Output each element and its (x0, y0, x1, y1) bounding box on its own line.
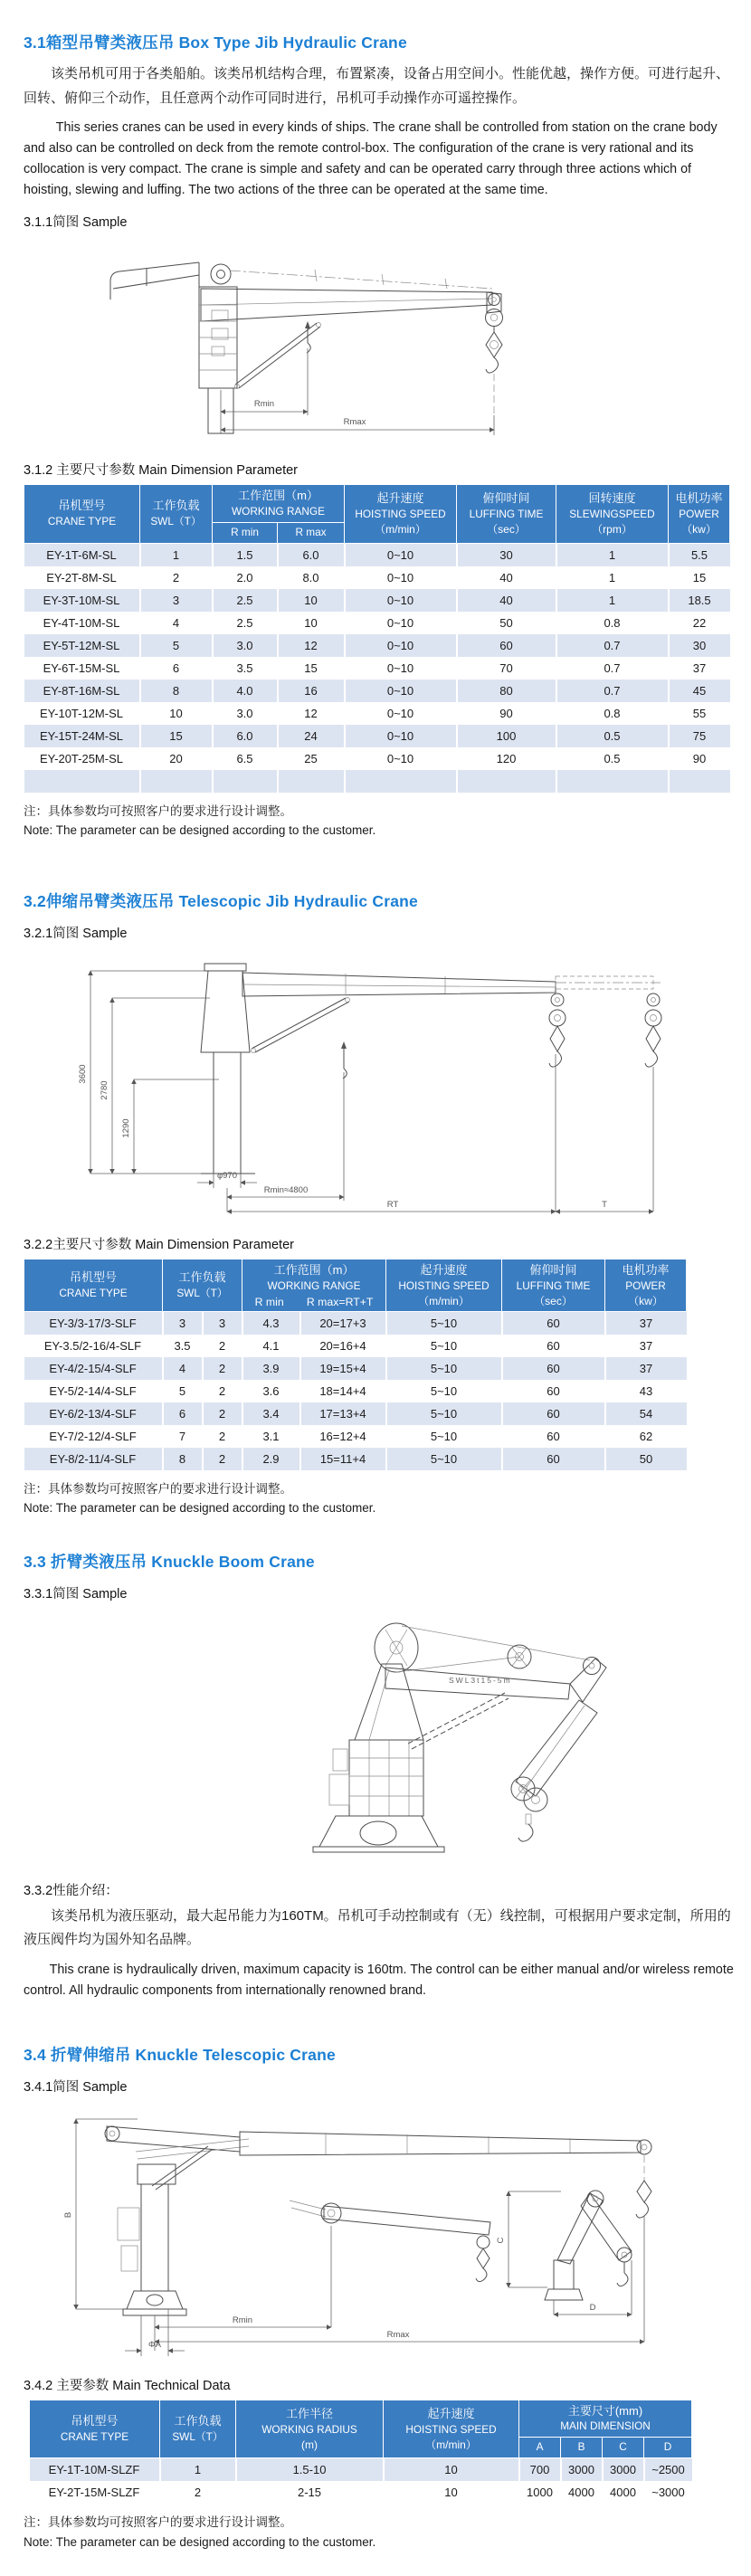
col-dim-a: A (519, 2438, 561, 2458)
section-3-3-heading: 3.3 折臂类液压吊 Knuckle Boom Crane (24, 1552, 315, 1571)
table-cell: 700 (519, 2458, 561, 2482)
table-row (24, 747, 730, 770)
note-en: Note: The parameter can be designed according to the customer. (24, 822, 376, 837)
dim-rmin-label: Rmin (232, 2315, 253, 2325)
table-cell: ~2500 (644, 2458, 692, 2482)
dim-phia-label: ΦA (148, 2339, 161, 2350)
table-cell: 20 (140, 747, 213, 770)
table-cell: 0.7 (556, 680, 669, 702)
table-cell: 10 (140, 702, 213, 725)
table-cell: 30 (669, 634, 730, 657)
col-working-range: 工作范围（m） WORKING RANGE (213, 484, 345, 522)
table-cell: 5~10 (386, 1425, 502, 1448)
table-cell: EY-5T-12M-SL (24, 634, 140, 657)
table-cell: 5~10 (386, 1448, 502, 1470)
table-cell: 12 (278, 702, 345, 725)
table-cell: 2 (203, 1380, 242, 1402)
dim-rmin4800-label: Rmin≈4800 (263, 1185, 309, 1196)
table-cell: 5 (163, 1380, 203, 1402)
main-technical-data-table (29, 2400, 692, 2505)
table-cell: 0~10 (345, 543, 457, 566)
table-cell: EY-1T-10M-SLZF (30, 2458, 160, 2482)
table-cell: EY-7/2-12/4-SLF (49, 1430, 137, 1444)
table-cell: EY-8/2-11/4-SLF (24, 1448, 163, 1470)
table-cell: 2 (203, 1448, 242, 1470)
table-cell: 0~10 (345, 702, 457, 725)
dim-c-label: C (496, 2237, 506, 2244)
table-cell: 0~10 (345, 680, 457, 702)
table-cell: 0~10 (345, 634, 457, 657)
section-3-3-2-cn: 该类吊机为液压驱动，最大起吊能力为160TM。吊机可手动控制或有（无）线控制，可根据用户要求定制，所用的液压阀件均为国外知名品牌。 (24, 1907, 731, 1948)
dim-rt-label: RT (386, 1200, 399, 1211)
table-cell: 2.0 (213, 566, 278, 589)
table-cell: EY-2T-8M-SL (46, 570, 117, 585)
section-3-4-1-heading: 3.4.1简图 Sample (24, 2079, 128, 2095)
table-cell: 6 (140, 657, 213, 680)
dim-2780-label: 2780 (100, 1080, 109, 1100)
table-cell: 5.5 (669, 543, 730, 566)
table-cell (140, 770, 213, 793)
table-cell (556, 770, 669, 793)
table-cell: 6.0 (213, 725, 278, 747)
table-cell (24, 770, 140, 793)
note-en: Note: The parameter can be designed according to the customer. (24, 1501, 376, 1516)
section-3-3-1-heading: 3.3.1简图 Sample (24, 1586, 128, 1602)
table-cell: 18.5 (669, 589, 730, 612)
table-cell: 15=11+4 (300, 1448, 386, 1470)
table-row (24, 612, 730, 634)
dim-d-label: D (589, 2302, 596, 2313)
col-swl: 工作负载 SWL（T） (140, 484, 213, 543)
table-cell: 1 (160, 2458, 236, 2482)
table-cell: 6.0 (278, 543, 345, 566)
table-cell: 0~10 (345, 725, 457, 747)
table-cell: 60 (502, 1425, 605, 1448)
col-dim-c: C (603, 2438, 644, 2458)
table-row (24, 702, 730, 725)
table-cell: 60 (502, 1402, 605, 1425)
table-cell: 0.5 (556, 725, 669, 747)
section-3-2-heading: 3.2伸缩吊臂类液压吊 Telescopic Jib Hydraulic Crane (24, 892, 418, 911)
table-cell: EY-8T-16M-SL (24, 680, 140, 702)
table-cell: 70 (457, 657, 556, 680)
table-cell: 15 (669, 566, 730, 589)
table-cell: 60 (502, 1312, 605, 1336)
table-cell: 40 (457, 589, 556, 612)
table-cell: 24 (278, 725, 345, 747)
table-cell: 3.4 (242, 1402, 300, 1425)
table-cell: 2 (203, 1357, 242, 1380)
note-en: Note: The parameter can be designed according to the customer. (24, 2534, 376, 2549)
table-cell: 5~10 (386, 1312, 502, 1336)
table-cell (278, 770, 345, 793)
table-cell: 16=12+4 (300, 1425, 386, 1448)
table-cell: EY-6T-15M-SL (43, 661, 120, 675)
table-cell: 3 (140, 589, 213, 612)
table-cell: 50 (605, 1448, 687, 1470)
col-dim-b: B (561, 2438, 603, 2458)
table-cell (457, 770, 556, 793)
table-cell: 30 (457, 543, 556, 566)
table-cell: 37 (605, 1357, 687, 1380)
table-cell: EY-10T-12M-SL (39, 706, 123, 720)
section-3-1-2-heading: 3.1.2 主要尺寸参数 Main Dimension Parameter (24, 462, 298, 478)
table-row (24, 1380, 687, 1402)
telescopic-jib-crane-drawing (74, 946, 742, 1223)
table-cell: 54 (605, 1402, 687, 1425)
dim-3600-label: 3600 (78, 1064, 88, 1084)
table-row (24, 1402, 687, 1425)
table-cell: 0~10 (345, 566, 457, 589)
table-cell: 3000 (603, 2458, 644, 2482)
box-jib-crane-svg (83, 234, 653, 444)
table-cell: 37 (669, 657, 730, 680)
table-cell: 16 (278, 680, 345, 702)
table-cell: EY-20T-25M-SL (39, 751, 123, 765)
knuckle-telescopic-crane-drawing (54, 2099, 742, 2364)
table-cell: 4.3 (242, 1312, 300, 1336)
table-row (24, 1425, 687, 1448)
table-cell: 50 (457, 612, 556, 634)
table-row (24, 1312, 687, 1336)
table-cell (345, 770, 457, 793)
table-cell: EY-15T-24M-SL (24, 725, 140, 747)
table-cell: 5 (140, 634, 213, 657)
table-cell: 2 (203, 1402, 242, 1425)
table-cell: 15 (278, 657, 345, 680)
table-cell: EY-3.5/2-16/4-SLF (43, 1339, 142, 1354)
table-cell: 1 (556, 566, 669, 589)
section-3-1-intro-cn: 该类吊机可用于各类船舶。该类吊机结构合理，布置紧凑，设备占用空间小。性能优越，操作方便。可进行起升、回转、俯仰三个动作，且任意两个动作可同时进行，吊机可手动操作亦可遥控操作。 (24, 66, 730, 106)
table-cell (213, 770, 278, 793)
table-cell: 60 (457, 634, 556, 657)
table-cell: 120 (457, 747, 556, 770)
table-cell: 0~10 (345, 747, 457, 770)
table-cell: 40 (457, 566, 556, 589)
note-cn: 注：具体参数均可按照客户的要求进行设计调整。 (24, 1482, 292, 1497)
table-row (24, 680, 730, 702)
section-3-1-heading: 3.1箱型吊臂类液压吊 Box Type Jib Hydraulic Crane (24, 33, 407, 52)
table-cell: 4000 (561, 2481, 603, 2504)
table-cell: 43 (605, 1380, 687, 1402)
table-row (24, 589, 730, 612)
col-crane-type: 吊机型号 CRANE TYPE (24, 484, 140, 543)
table-cell: 75 (669, 725, 730, 747)
section-3-3-2-heading: 3.3.2性能介绍： (24, 1883, 119, 1898)
dim-dia970-label: φ970 (216, 1171, 238, 1182)
col-crane-type: 吊机型号 CRANE TYPE (30, 2400, 160, 2458)
table-row (30, 2458, 692, 2482)
col-main-dimension: 主要尺寸(mm) MAIN DIMENSION (519, 2400, 692, 2438)
table-cell: 19=15+4 (300, 1357, 386, 1380)
table-cell: 0.7 (556, 657, 669, 680)
table-cell: 2.9 (242, 1448, 300, 1470)
knuckle-boom-crane-drawing (132, 1606, 742, 1869)
section-3-4-heading: 3.4 折臂伸缩吊 Knuckle Telescopic Crane (24, 2045, 336, 2064)
table-cell: 20=17+3 (300, 1312, 386, 1336)
table-cell: 3.0 (213, 702, 278, 725)
table-cell: 20=16+4 (300, 1335, 386, 1357)
table-cell: 6.5 (213, 747, 278, 770)
table-cell: 0.7 (556, 634, 669, 657)
table-cell: 1 (556, 589, 669, 612)
telescopic-jib-crane-svg (74, 946, 682, 1219)
col-working-range: 工作范围（m） WORKING RANGE R min R max=RT+T (242, 1259, 386, 1312)
table-cell: 0.8 (556, 702, 669, 725)
table-cell: 15 (140, 725, 213, 747)
table-cell: 80 (457, 680, 556, 702)
table-row (24, 1335, 687, 1357)
table-row (24, 1448, 687, 1470)
table-cell: 4.1 (242, 1335, 300, 1357)
dim-b-label: B (63, 2211, 73, 2218)
table-cell: 18=14+4 (300, 1380, 386, 1402)
col-luffing-time: 俯仰时间 LUFFING TIME （sec） (502, 1259, 605, 1312)
table-row (24, 543, 730, 566)
table-cell: 3.5 (163, 1335, 203, 1357)
boom-swl-label: SWL3t15-5m (449, 1675, 512, 1685)
table-cell: 60 (502, 1448, 605, 1470)
note-cn: 注：具体参数均可按照客户的要求进行设计调整。 (24, 803, 292, 818)
table-cell: 60 (502, 1380, 605, 1402)
table-cell: 3.0 (213, 634, 278, 657)
table-cell: 1000 (519, 2481, 561, 2504)
col-r-min: R min (213, 522, 278, 543)
col-r-max: R max (278, 522, 345, 543)
knuckle-telescopic-crane-svg (54, 2099, 709, 2360)
table-cell: EY-6/2-13/4-SLF (24, 1402, 163, 1425)
table-cell: 25 (278, 747, 345, 770)
main-dimension-table-telescopic (24, 1259, 687, 1470)
table-cell: 2 (203, 1425, 242, 1448)
table-cell: 37 (605, 1335, 687, 1357)
table-cell: 3.9 (242, 1357, 300, 1380)
table-cell: 37 (605, 1312, 687, 1336)
table-cell: 7 (163, 1425, 203, 1448)
table-cell: 2 (140, 566, 213, 589)
table-cell: 2.5 (213, 589, 278, 612)
table-row (24, 770, 730, 793)
table-cell: 2 (160, 2481, 236, 2504)
table-cell: 90 (669, 747, 730, 770)
table-cell: EY-5/2-14/4-SLF (49, 1384, 137, 1399)
col-luffing-time: 俯仰时间 LUFFING TIME （sec） (457, 484, 556, 543)
table-cell: 5~10 (386, 1380, 502, 1402)
table-row (24, 566, 730, 589)
note-cn: 注：具体参数均可按照客户的要求进行设计调整。 (24, 2515, 292, 2530)
table-cell: 60 (502, 1335, 605, 1357)
table-cell: 10 (278, 612, 345, 634)
table-cell: 55 (669, 702, 730, 725)
col-hoisting-speed: 起升速度 HOISTING SPEED （m/min） (384, 2400, 519, 2458)
dim-t-label: T (602, 1200, 607, 1211)
table-cell: 90 (457, 702, 556, 725)
table-row (24, 634, 730, 657)
table-cell: EY-4/2-15/4-SLF (24, 1357, 163, 1380)
section-3-1-1-heading: 3.1.1简图 Sample (24, 214, 128, 230)
table-cell (669, 770, 730, 793)
table-row (24, 1357, 687, 1380)
table-cell: EY-1T-6M-SL (24, 543, 140, 566)
table-cell: 60 (502, 1357, 605, 1380)
box-jib-crane-drawing (83, 234, 742, 449)
table-cell: 45 (669, 680, 730, 702)
table-cell: 4 (163, 1357, 203, 1380)
table-cell: 3.6 (242, 1380, 300, 1402)
table-cell: 2.5 (213, 612, 278, 634)
table-cell: 0~10 (345, 657, 457, 680)
table-cell: 3 (163, 1312, 203, 1336)
table-cell: EY-3T-10M-SL (24, 589, 140, 612)
table-cell: 3 (203, 1312, 242, 1336)
table-cell: 10 (278, 589, 345, 612)
table-cell: 5~10 (386, 1402, 502, 1425)
dim-rmax-label: Rmax (343, 416, 366, 427)
table-cell: EY-2T-15M-SLZF (48, 2486, 140, 2500)
table-cell: 10 (384, 2481, 519, 2504)
table-cell: 22 (669, 612, 730, 634)
table-cell: 10 (384, 2458, 519, 2482)
table-cell: 8.0 (278, 566, 345, 589)
table-cell: ~3000 (644, 2481, 692, 2504)
table-cell: 1 (140, 543, 213, 566)
table-cell: 8 (163, 1448, 203, 1470)
table-cell: 5~10 (386, 1357, 502, 1380)
table-cell: 8 (140, 680, 213, 702)
table-row (30, 2481, 692, 2504)
table-cell: 12 (278, 634, 345, 657)
section-3-1-intro-en: This series cranes can be used in every kinds of ships. The crane shall be controlled from station on the crane body and also can be controlled on deck from the remote control-box. The configuration of the crane is very rational and its collocation is very compact. The crane is simple and safety and can be operated carry through three actions which of hoisting, slewing and luffing. The two actions of the three can be operated at the same time. (24, 120, 718, 197)
table-cell: 2-15 (236, 2481, 384, 2504)
col-swl: 工作负载 SWL（T） (163, 1259, 242, 1312)
table-cell: 1 (556, 543, 669, 566)
col-power: 电机功率 POWER （kw） (669, 484, 730, 543)
table-cell: 0.5 (556, 747, 669, 770)
table-row (24, 725, 730, 747)
section-3-2-2-heading: 3.2.2主要尺寸参数 Main Dimension Parameter (24, 1238, 294, 1253)
table-row (24, 657, 730, 680)
dim-rmin-label: Rmin (253, 398, 275, 409)
table-cell: 0~10 (345, 612, 457, 634)
table-cell: 0.8 (556, 612, 669, 634)
main-dimension-table-box-jib (24, 484, 730, 793)
table-cell: 17=13+4 (300, 1402, 386, 1425)
dim-1290-label: 1290 (121, 1118, 131, 1138)
table-cell: 6 (163, 1402, 203, 1425)
col-working-radius: 工作半径 WORKING RADIUS (m) (236, 2400, 384, 2458)
knuckle-boom-crane-svg (132, 1606, 639, 1865)
section-3-3-2-en: This crane is hydraulically driven, maximum capacity is 160tm. The control can be either manual and/or wireless remote control. All hydraulic components from internationally renowned brand. (24, 1962, 734, 1998)
col-slewing-speed: 回转速度 SLEWINGSPEED （rpm） (556, 484, 669, 543)
col-dim-d: D (644, 2438, 692, 2458)
table-cell: 3000 (561, 2458, 603, 2482)
table-cell: 5~10 (386, 1335, 502, 1357)
table-cell: 1.5-10 (236, 2458, 384, 2482)
table-cell: 3.5 (213, 657, 278, 680)
col-swl: 工作负载 SWL（T） (160, 2400, 236, 2458)
table-cell: EY-4T-10M-SL (43, 615, 120, 630)
col-crane-type: 吊机型号 CRANE TYPE (24, 1259, 163, 1312)
table-cell: 4.0 (213, 680, 278, 702)
section-3-2-1-heading: 3.2.1简图 Sample (24, 927, 128, 942)
table-cell: 2 (203, 1335, 242, 1357)
table-cell: 100 (457, 725, 556, 747)
table-cell: EY-3/3-17/3-SLF (24, 1312, 163, 1336)
table-cell: 4 (140, 612, 213, 634)
col-hoisting-speed: 起升速度 HOISTING SPEED （m/min） (345, 484, 457, 543)
dim-rmax-label: Rmax (386, 2329, 410, 2340)
table-cell: 62 (605, 1425, 687, 1448)
col-hoisting-speed: 起升速度 HOISTING SPEED （m/min） (386, 1259, 502, 1312)
table-cell: 1.5 (213, 543, 278, 566)
table-cell: 0~10 (345, 589, 457, 612)
table-cell: 4000 (603, 2481, 644, 2504)
section-3-4-2-heading: 3.4.2 主要参数 Main Technical Data (24, 2378, 231, 2393)
table-cell: 3.1 (242, 1425, 300, 1448)
col-power: 电机功率 POWER （kw） (605, 1259, 687, 1312)
